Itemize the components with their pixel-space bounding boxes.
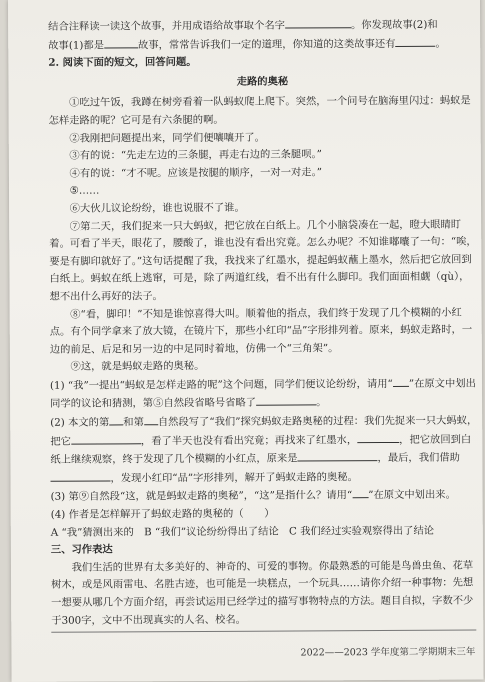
answer-blank[interactable] <box>285 16 351 28</box>
intro-line-2 <box>48 34 476 55</box>
question-2-heading: 2. 阅读下面的短文，回答问题。 <box>48 56 197 69</box>
intro-text: 。 <box>435 37 446 50</box>
page-footer: 2022——2023 学年度第二学期期末三年 <box>300 646 476 659</box>
passage-paragraph: ②我刚把问题提出来，同学们便嚷嚷开了。 <box>69 131 265 145</box>
passage-paragraph: ⑥大伙儿议论纷纷，谁也说服不了谁。 <box>69 201 245 215</box>
footer-divider <box>51 630 476 633</box>
passage-paragraph: ⑤…… <box>69 184 100 198</box>
intro-text: 。你发现故事(2)和 <box>350 18 438 32</box>
question-text: ，把它放回到白纸上继续观察，终于发现了几个模糊的小红点，原来是 <box>50 433 472 467</box>
passage-paragraph: ③有的说：“先走左边的三条腿，再走右边的三条腿呗。” <box>69 148 322 162</box>
passage-paragraph: ④有的说：“才不呢。应该是按腿的顺序，一对一对走。” <box>69 166 323 180</box>
sheet-content <box>48 16 479 630</box>
question-text: (2) 本文的第 <box>50 416 110 429</box>
answer-blank[interactable] <box>256 394 316 406</box>
question-text: ，最后，我们借助 <box>377 451 460 465</box>
question-text: (3) 第⑨自然段“这，就是蚂蚁走路的奥秘”，“这”是指什么？请用“ <box>50 489 353 504</box>
passage-paragraph: ⑧“看，脚印！”不知是谁惊喜得大叫。顺着他的指点，我们终于发现了几个模糊的小红点。有个同学拿来了放大镜，在镜片下，那些小红印“品”字形排列着。原来，蚂蚁走路时，一边的前足、后足和另一边的中足同时着地，仿佛一个“三角架”。 <box>49 306 473 356</box>
passage-title: 走路的奥秘 <box>236 75 289 88</box>
section-3-heading: 三、习作表达 <box>50 543 113 557</box>
question-text: ，发现小红印“品”字形排列，解开了蚂蚁走路的奥秘。 <box>110 471 358 485</box>
sub-question-3 <box>51 486 479 507</box>
answer-blank[interactable] <box>395 34 435 46</box>
question-text: ，看了半天也没有看出究竟；再找来了红墨水， <box>140 433 358 447</box>
exam-sheet <box>8 0 484 682</box>
answer-blank[interactable] <box>104 36 138 48</box>
answer-blank[interactable] <box>357 431 399 443</box>
answer-blank[interactable] <box>71 432 141 444</box>
question-text: 。 <box>316 396 327 409</box>
answer-blank[interactable] <box>50 469 110 481</box>
question-text: ”在原文中划出来。 <box>368 489 456 502</box>
question-text: (1) “我”一提出“蚂蚁是怎样走路的呢”这个问题，同学们便议论纷纷，请用“ <box>49 377 393 392</box>
writing-prompt: 我们生活的世界有太多美好的、神奇的、可爱的事物。你最熟悉的可能是鸟兽虫鱼、花草树木，或是风雨雷电、名胜古迹，也可能是一块糕点，一个玩具……请你介绍一种事物：先想一想要从哪几个方面介绍，再尝试运用已经学过的描写事物特点的方法。题目自拟，字数不少于300字，文中不出现真实的人名、校名。 <box>51 559 474 627</box>
passage-paragraph: ⑦第二天，我们捉来一只大蚂蚁，把它放在白纸上。几个小脑袋凑在一起，瞪大眼睛盯着。可看了半天，眼花了，腰酸了，谁也没有看出究竟。怎么办呢？不知谁嘟囔了一句：“唉，要是有脚印就好了。”这句话提醒了我，我找来了红墨水，提起蚂蚁蘸上墨水，然后把它放回到白纸上。蚂蚁在纸上逃窜，可是，除了两道红线，看不出有什么脚印。我们面面相觑（qù），想不出什么再好的法子。 <box>49 218 477 303</box>
intro-line-1 <box>48 16 476 37</box>
passage-paragraph: ①吃过午饭，我蹲在树旁看着一队蚂蚁爬上爬下。突然，一个问号在脑海里闪过：蚂蚁是怎样走路的呢？它可是有六条腿的啊。 <box>48 94 471 127</box>
passage-paragraph: ⑨这，就是蚂蚁走路的奥秘。 <box>70 360 205 373</box>
answer-blank[interactable] <box>109 413 123 425</box>
intro-text: 故事，常常告诉我们一定的道理，你知道的这类故事还有 <box>137 37 396 51</box>
sub-question-2 <box>50 412 478 489</box>
question-text: ”在原文中划出同学的议论和猜测，第⑤自然段省略号省略了 <box>50 377 476 411</box>
sub-question-4: (4) 作者是怎样解开了蚂蚁走路的奥秘的（ ） <box>50 507 275 521</box>
answer-blank[interactable] <box>144 413 158 425</box>
sub-question-4-options: A “我”猜测出来的 B “我们”议论纷纷得出了结论 C 我们经过实验观察得出了结论 <box>50 524 435 539</box>
intro-text: 故事(1)都是 <box>48 39 105 52</box>
sub-question-1 <box>50 374 478 413</box>
answer-blank[interactable] <box>297 449 377 461</box>
intro-text: 结合注释读一读这个故事，并用成语给故事取个名字 <box>48 19 285 33</box>
answer-blank[interactable] <box>352 487 368 499</box>
question-text: 和第 <box>123 416 144 429</box>
answer-blank[interactable] <box>393 375 409 387</box>
question-text: 自然段写了“我们”探究蚂蚁走路奥秘的过程：我们先捉来一只大蚂蚁，把它 <box>50 414 478 448</box>
